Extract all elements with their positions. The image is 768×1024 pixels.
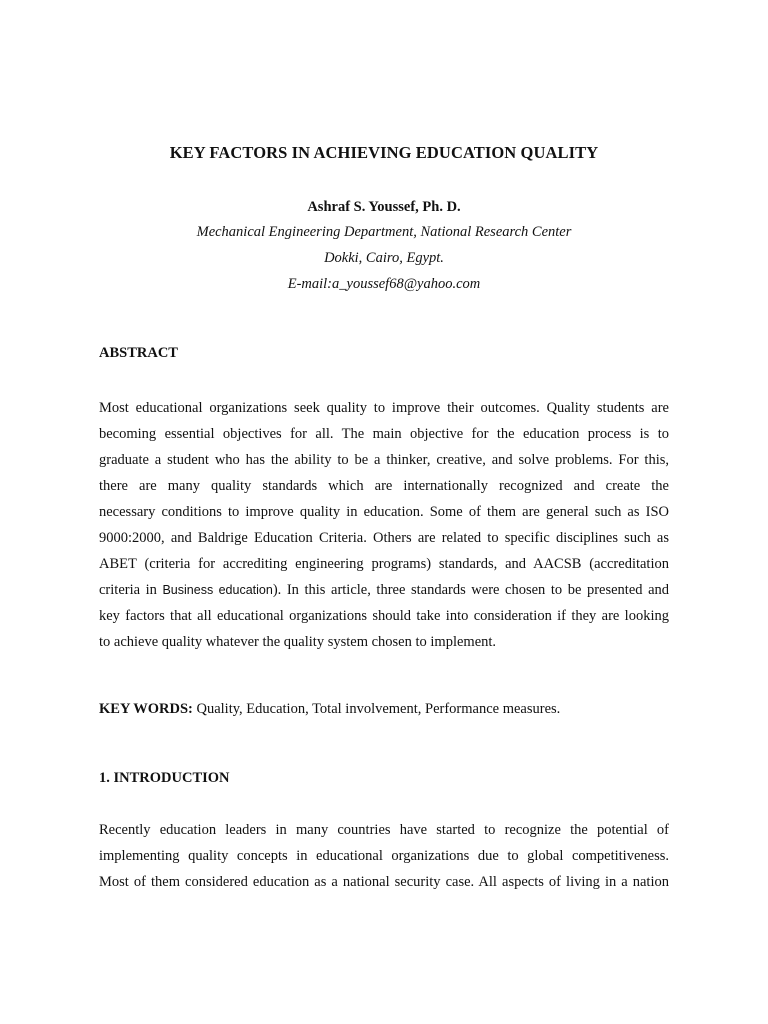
author-department: Mechanical Engineering Department, National Research Center	[196, 224, 572, 240]
author-email: E-mail:a_youssef68@yahoo.com	[287, 276, 481, 292]
author-name: Ashraf S. Youssef, Ph. D.	[307, 199, 461, 215]
paper-title: KEY FACTORS IN ACHIEVING EDUCATION QUALITY	[169, 143, 599, 162]
abstract-line: to achieve quality whatever the quality system chosen to implement.	[99, 634, 497, 650]
introduction-line: implementing quality concepts in educational organizations due to global competitiveness.	[99, 848, 669, 864]
abstract-line: key factors that all educational organizations should take into consideration if they are looking	[99, 608, 669, 624]
abstract-line: 9000:2000, and Baldrige Education Criteria. Others are related to specific disciplines such as	[99, 530, 669, 546]
abstract-line-mixed	[99, 577, 669, 603]
author-location: Dokki, Cairo, Egypt.	[324, 250, 444, 266]
abstract-heading: ABSTRACT	[99, 345, 178, 361]
introduction-line: Recently education leaders in many countries have started to recognize the potential of	[99, 822, 669, 838]
introduction-heading: 1. INTRODUCTION	[99, 770, 230, 786]
abstract-line: necessary conditions to improve quality in education. Some of them are general such as ISO	[99, 504, 669, 520]
abstract-line: becoming essential objectives for all. The main objective for the education process is to	[99, 426, 669, 442]
abstract-paragraph	[99, 395, 669, 655]
keywords-text: Quality, Education, Total involvement, Performance measures.	[192, 701, 561, 717]
abstract-line: Most educational organizations seek quality to improve their outcomes. Quality students are	[99, 400, 669, 416]
introduction-line: Most of them considered education as a national security case. All aspects of living in a nation	[99, 874, 669, 890]
keywords-label: KEY WORDS:	[99, 701, 193, 717]
abstract-line: there are many quality standards which are internationally recognized and create the	[99, 478, 669, 494]
abstract-line-sans-part: Business education	[162, 583, 273, 597]
abstract-line: ABET (criteria for accrediting engineering programs) standards, and AACSB (accreditation	[99, 556, 669, 572]
abstract-line-part: ). In this article, three standards were chosen to be presented and	[272, 582, 670, 598]
abstract-line: graduate a student who has the ability to be a thinker, creative, and solve problems. For this,	[99, 452, 669, 468]
introduction-paragraph	[99, 817, 669, 895]
abstract-line-part: criteria in	[99, 582, 163, 598]
keywords	[99, 701, 560, 718]
